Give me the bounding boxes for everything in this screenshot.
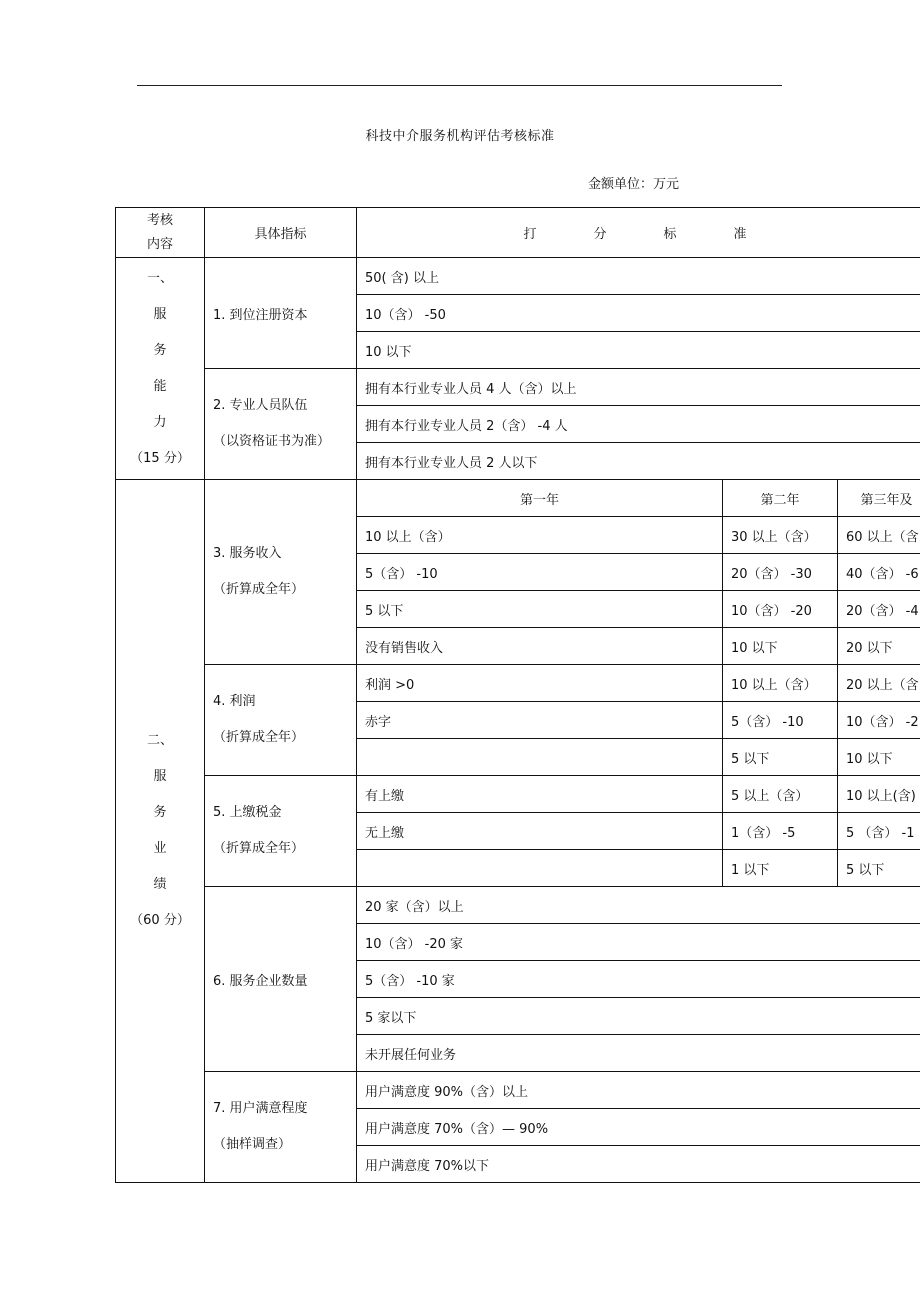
indicator-served-enterprises: 6. 服务企业数量: [205, 887, 357, 1072]
criterion-cell: 20 以上（含: [838, 665, 920, 702]
header-scoring-standard: 打 分 标 准: [357, 208, 920, 258]
table-row: [116, 258, 920, 295]
header-rule: [137, 85, 782, 86]
indicator-user-satisfaction: 7. 用户满意程度 （抽样调查）: [205, 1072, 357, 1183]
criterion-cell: 10（含） -20 家: [357, 924, 920, 961]
criterion-cell: [357, 850, 723, 887]
criterion-cell: 有上缴: [357, 776, 723, 813]
criterion-cell: 用户满意度 70%（含）— 90%: [357, 1109, 920, 1146]
criterion-cell: 拥有本行业专业人员 2 人以下: [357, 443, 920, 480]
criterion-cell: 30 以上（含）: [723, 517, 838, 554]
header-specific-indicator: 具体指标: [205, 208, 357, 258]
criterion-cell: 10 以下: [838, 739, 920, 776]
criterion-cell: 5 以下: [357, 591, 723, 628]
table-row: [116, 665, 920, 702]
criterion-cell: 10 以上(含): [838, 776, 920, 813]
table-row: [116, 776, 920, 813]
year-2-header: 第二年: [723, 480, 838, 517]
table-row: [116, 1072, 920, 1109]
criterion-cell: 10（含） -20: [723, 591, 838, 628]
section-service-performance: 二、 服 务 业 绩 （60 分）: [116, 480, 205, 1183]
criterion-cell: 40（含） -6: [838, 554, 920, 591]
criterion-cell: 10（含） -2: [838, 702, 920, 739]
criterion-cell: 10 以下: [723, 628, 838, 665]
criterion-cell: [357, 739, 723, 776]
criterion-cell: 未开展任何业务: [357, 1035, 920, 1072]
section-service-capability: 一、 服 务 能 力 （15 分）: [116, 258, 205, 480]
criterion-cell: 5（含） -10 家: [357, 961, 920, 998]
criterion-cell: 拥有本行业专业人员 4 人（含）以上: [357, 369, 920, 406]
criterion-cell: 20 以下: [838, 628, 920, 665]
years-header-row: [116, 480, 920, 517]
criterion-cell: 10 以下: [357, 332, 920, 369]
criterion-cell: 60 以上（含: [838, 517, 920, 554]
evaluation-table: [115, 207, 920, 1183]
indicator-taxes-paid: 5. 上缴税金 （折算成全年）: [205, 776, 357, 887]
criterion-cell: 10 以上（含）: [357, 517, 723, 554]
criterion-cell: 20（含） -4: [838, 591, 920, 628]
year-1-header: 第一年: [357, 480, 723, 517]
criterion-cell: 利润 >0: [357, 665, 723, 702]
criterion-cell: 50( 含) 以上: [357, 258, 920, 295]
criterion-cell: 赤字: [357, 702, 723, 739]
table-header-row: [116, 208, 920, 258]
criterion-cell: 1 以下: [723, 850, 838, 887]
criterion-cell: 5 以下: [838, 850, 920, 887]
criterion-cell: 没有销售收入: [357, 628, 723, 665]
indicator-service-income: 3. 服务收入 （折算成全年）: [205, 480, 357, 665]
criterion-cell: 5 （含） -1: [838, 813, 920, 850]
criterion-cell: 5 以上（含）: [723, 776, 838, 813]
year-3-header: 第三年及: [838, 480, 920, 517]
criterion-cell: 20 家（含）以上: [357, 887, 920, 924]
criterion-cell: 5（含） -10: [723, 702, 838, 739]
amount-unit-note: 金额单位：万元: [588, 177, 680, 192]
table-row: [116, 887, 920, 924]
indicator-professional-staff: 2. 专业人员队伍 （以资格证书为准）: [205, 369, 357, 480]
table-row: [116, 369, 920, 406]
criterion-cell: 用户满意度 90%（含）以上: [357, 1072, 920, 1109]
indicator-registered-capital: 1. 到位注册资本: [205, 258, 357, 369]
criterion-cell: 5（含） -10: [357, 554, 723, 591]
header-assessment-content: 考核 内容: [116, 208, 205, 258]
indicator-profit: 4. 利润 （折算成全年）: [205, 665, 357, 776]
criterion-cell: 5 家以下: [357, 998, 920, 1035]
criterion-cell: 5 以下: [723, 739, 838, 776]
document-title: 科技中介服务机构评估考核标准: [365, 129, 555, 144]
criterion-cell: 20（含） -30: [723, 554, 838, 591]
criterion-cell: 拥有本行业专业人员 2（含） -4 人: [357, 406, 920, 443]
criterion-cell: 用户满意度 70%以下: [357, 1146, 920, 1183]
criterion-cell: 10（含） -50: [357, 295, 920, 332]
criterion-cell: 1（含） -5: [723, 813, 838, 850]
criterion-cell: 无上缴: [357, 813, 723, 850]
criterion-cell: 10 以上（含）: [723, 665, 838, 702]
